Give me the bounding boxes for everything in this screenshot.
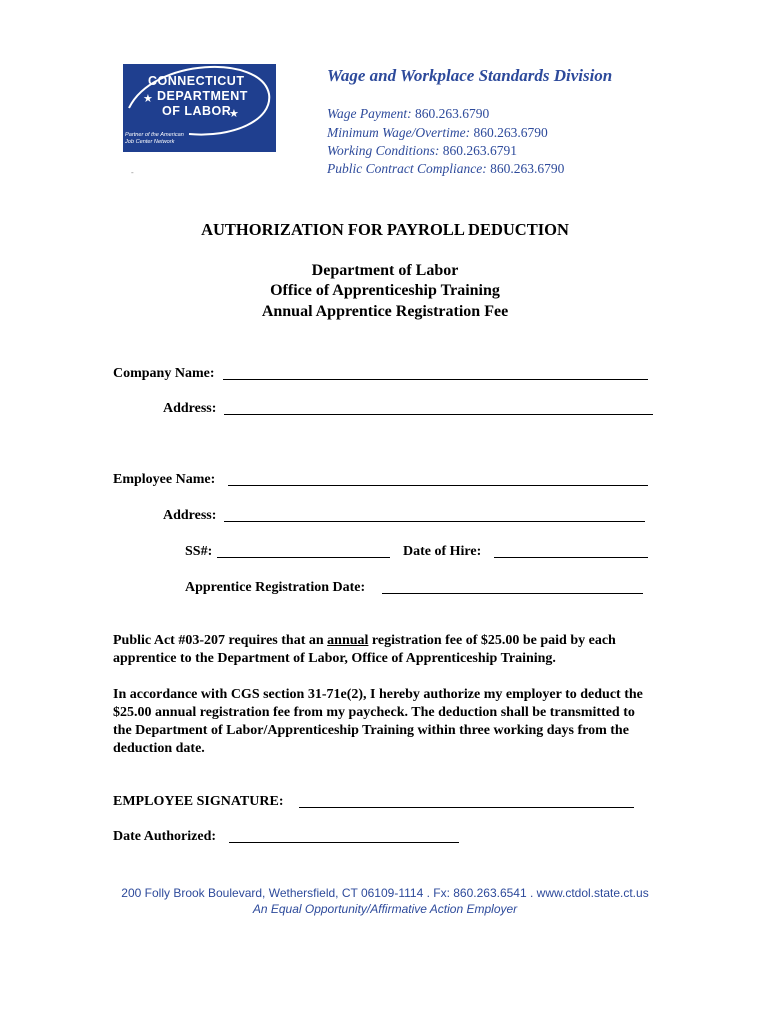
subtitle-office: Office of Apprenticeship Training bbox=[270, 282, 500, 299]
ss-field[interactable] bbox=[217, 556, 390, 558]
date-authorized-label: Date Authorized: bbox=[113, 829, 217, 844]
division-title: Wage and Workplace Standards Division bbox=[327, 66, 613, 85]
logo-line2: DEPARTMENT bbox=[157, 89, 248, 103]
ctdol-logo bbox=[123, 64, 276, 152]
employee-address-field[interactable] bbox=[224, 520, 645, 522]
employee-name-label: Employee Name: bbox=[113, 472, 216, 487]
footer-eeo: An Equal Opportunity/Affirmative Action Employer bbox=[252, 902, 518, 916]
subtitle-fee: Annual Apprentice Registration Fee bbox=[261, 303, 509, 320]
star-icon: ★ bbox=[143, 92, 153, 105]
footer-address: 200 Folly Brook Boulevard, Wethersfield, CT 06109-1114 . Fx: 860.263.6541 . www.ctdol.state.ct.us bbox=[121, 886, 649, 900]
contact-minimum-wage: Minimum Wage/Overtime: 860.263.6790 bbox=[327, 125, 548, 140]
employee-signature-label: EMPLOYEE SIGNATURE: bbox=[113, 794, 284, 809]
company-name-label: Company Name: bbox=[113, 366, 215, 381]
logo-partner-line2: Job Center Network bbox=[125, 139, 175, 145]
divider-mark: - bbox=[131, 168, 134, 177]
company-name-field[interactable] bbox=[223, 378, 648, 380]
registration-date-field[interactable] bbox=[382, 592, 643, 594]
employee-name-field[interactable] bbox=[228, 484, 648, 486]
logo-line1: CONNECTICUT bbox=[148, 74, 245, 88]
page-title: AUTHORIZATION FOR PAYROLL DEDUCTION bbox=[201, 220, 569, 239]
ss-label: SS#: bbox=[185, 544, 213, 559]
contact-working-conditions: Working Conditions: 860.263.6791 bbox=[327, 143, 518, 158]
contact-public-contract: Public Contract Compliance: 860.263.6790 bbox=[327, 161, 565, 176]
date-of-hire-label: Date of Hire: bbox=[403, 544, 482, 559]
authorization-paragraph: In accordance with CGS section 31-71e(2), I hereby authorize my employer to deduct the $25.00 annual registration fee from my paycheck. The deduction shall be transmitted to the Department of Labor/Apprenticeship Training within three working days from the deduction date. bbox=[113, 687, 643, 756]
logo-partner-line1: Partner of the American bbox=[125, 132, 184, 138]
date-of-hire-field[interactable] bbox=[494, 556, 648, 558]
star-icon: ★ bbox=[229, 107, 239, 120]
registration-date-label: Apprentice Registration Date: bbox=[185, 580, 366, 595]
logo-line3: OF LABOR bbox=[162, 104, 232, 118]
public-act-paragraph: Public Act #03-207 requires that an annual registration fee of $25.00 be paid by each apprentice to the Department of Labor, Office of Apprenticeship Training. bbox=[113, 633, 616, 666]
date-authorized-field[interactable] bbox=[229, 841, 459, 843]
contact-wage-payment: Wage Payment: 860.263.6790 bbox=[327, 106, 490, 121]
employee-address-label: Address: bbox=[163, 508, 217, 523]
employee-signature-field[interactable] bbox=[299, 806, 634, 808]
company-address-field[interactable] bbox=[224, 413, 653, 415]
subtitle-department: Department of Labor bbox=[311, 262, 459, 279]
company-address-label: Address: bbox=[163, 401, 217, 416]
